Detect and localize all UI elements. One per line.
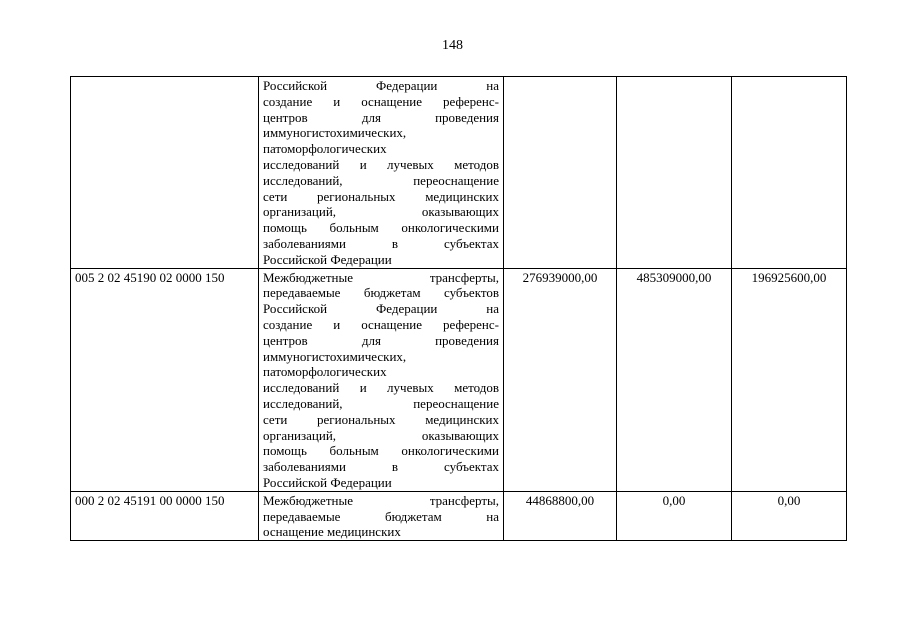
description-cell xyxy=(259,491,504,540)
amount-cell-1: 44868800,00 xyxy=(504,491,617,540)
description-line: организаций, оказывающих xyxy=(263,204,499,220)
amount-cell-1: 276939000,00 xyxy=(504,268,617,491)
budget-code-cell xyxy=(71,77,259,269)
description-line: исследований и лучевых методов xyxy=(263,156,499,172)
description-line: Межбюджетные трансферты, xyxy=(263,492,499,508)
description-line: центров для проведения xyxy=(263,109,499,125)
description-line: исследований, переоснащение xyxy=(263,395,499,411)
amount-cell-3: 0,00 xyxy=(732,491,847,540)
description-line: передаваемые бюджетам на xyxy=(263,508,499,524)
description-line: Российской Федерации xyxy=(263,251,392,267)
amount-cell-2: 0,00 xyxy=(617,491,732,540)
amount-cell-2 xyxy=(617,77,732,269)
description-line: исследований, переоснащение xyxy=(263,172,499,188)
description-line: Российской Федерации xyxy=(263,474,392,490)
amount-cell-2: 485309000,00 xyxy=(617,268,732,491)
description-line: организаций, оказывающих xyxy=(263,427,499,443)
description-line: патоморфологических xyxy=(263,364,387,380)
amount-cell-3: 196925600,00 xyxy=(732,268,847,491)
budget-code-cell: 005 2 02 45190 02 0000 150 xyxy=(71,268,259,491)
description-line: создание и оснащение референс- xyxy=(263,93,499,109)
description-line: заболеваниями в субъектах xyxy=(263,235,499,251)
description-line: Российской Федерации на xyxy=(263,301,499,317)
description-line: помощь больным онкологическими xyxy=(263,220,499,236)
description-line: помощь больным онкологическими xyxy=(263,443,499,459)
description-cell xyxy=(259,77,504,269)
description-line: сети региональных медицинских xyxy=(263,188,499,204)
description-cell xyxy=(259,268,504,491)
budget-table xyxy=(70,76,847,541)
budget-code-cell: 000 2 02 45191 00 0000 150 xyxy=(71,491,259,540)
description-line: иммуногистохимических, xyxy=(263,125,407,141)
description-line: оснащение медицинских xyxy=(263,524,401,540)
description-line: иммуногистохимических, xyxy=(263,348,407,364)
table-row xyxy=(71,268,847,491)
description-line: заболеваниями в субъектах xyxy=(263,459,499,475)
amount-cell-1 xyxy=(504,77,617,269)
table-row xyxy=(71,77,847,269)
page-number: 148 xyxy=(442,38,463,53)
description-line: исследований и лучевых методов xyxy=(263,380,499,396)
amount-cell-3 xyxy=(732,77,847,269)
description-line: Российской Федерации на xyxy=(263,78,499,93)
description-line: сети региональных медицинских xyxy=(263,411,499,427)
description-line: патоморфологических xyxy=(263,141,387,157)
description-line: Межбюджетные трансферты, xyxy=(263,269,499,285)
table-row xyxy=(71,491,847,540)
description-line: центров для проведения xyxy=(263,332,499,348)
description-line: создание и оснащение референс- xyxy=(263,316,499,332)
description-line: передаваемые бюджетам субъектов xyxy=(263,285,499,301)
